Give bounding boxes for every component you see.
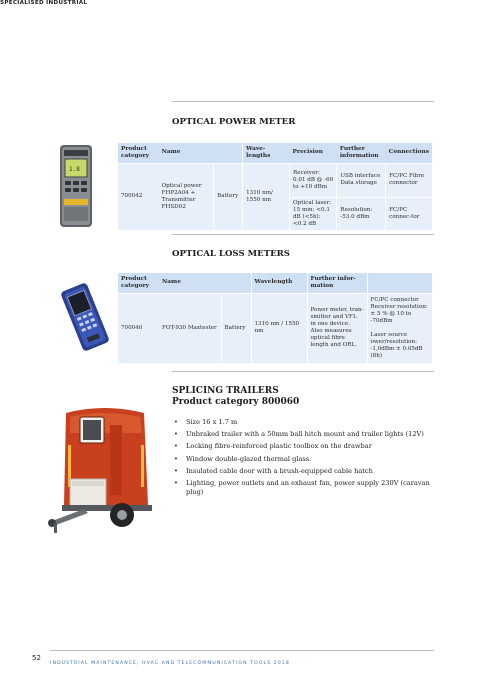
list-item: • Size 16 x 1.7 m (174, 418, 238, 426)
precision-cell: Optical laser: 15 min: <0.1 dB (<5h): <0.2 dB (290, 197, 337, 230)
wavelength-cell: 1310 nm / 1550 nm (251, 293, 307, 363)
divider (172, 234, 434, 235)
header-category: SPECIALISED INDUSTRIAL (0, 0, 88, 6)
footer-divider (50, 650, 434, 651)
svg-text:1.8: 1.8 (69, 166, 80, 173)
list-item: • Unbraked trailer with a 50mm ball hitch mount and trailer lights (12V) (174, 430, 424, 439)
product-name-cell: Optical power FHP2A04 + Transmitter FHSD02 (159, 163, 214, 230)
connections-cell: FC/PC connec-tor (386, 197, 432, 230)
connections-cell: FC/PC Fibre connector (386, 163, 432, 197)
power-meter-title: OPTICAL POWER METER (172, 117, 296, 127)
further-info-cell: Power meter, tran-smitter and VFL in one device. Also measures optical fibre length and ORL. (307, 293, 367, 363)
col-header-name: Name (159, 273, 251, 293)
loss-meter-table (118, 273, 432, 363)
product-name-cell: FOT-930 Maxtester (159, 293, 221, 363)
further-info-cell: USB interface Data storage (337, 163, 386, 197)
col-header-product-category: Product category (118, 273, 159, 293)
list-item: • Window double-glazed thermal glass. (174, 454, 312, 463)
power-cell: Battery (221, 293, 251, 363)
col-header-connections: Connections (386, 143, 432, 163)
trailer-title: SPLICING TRAILERS (172, 386, 279, 396)
trailer-subtitle: Product category 800060 (172, 397, 300, 407)
loss-meter-image (56, 282, 114, 352)
further-info-cell: Resolution: -53.0 dBm (337, 197, 386, 230)
page-number: 52 (32, 654, 41, 662)
connections-cell: FC/PC connector Receiver resolution: ± 5 % @ 10 to -70dBm Laser source ower/resolution: -1,0dBm ± 0.05dB (8h) (367, 293, 432, 363)
divider (172, 101, 434, 102)
col-header-wavelengths: Wave-lengths (243, 143, 290, 163)
trailer-image (44, 405, 162, 537)
col-header-product-category: Product category (118, 143, 159, 163)
power-cell: Battery (214, 163, 243, 230)
divider (172, 371, 434, 372)
col-header-further-information: Further information (337, 143, 386, 163)
product-category-cell: 700042 (118, 163, 159, 230)
list-item: • Lighting, power outlets and an exhaust fan, power supply 230V (caravan plug) (174, 478, 430, 496)
power-meter-table (118, 143, 432, 230)
list-item: • Locking fibre-reinforced plastic toolbox on the drawbar (174, 442, 372, 451)
precision-cell: Receiver: 0.01 dB @ -60 to +10 dBm (290, 163, 337, 197)
wavelengths-cell: 1310 nm/ 1550 nm (243, 163, 290, 230)
col-header-name: Name (159, 143, 243, 163)
loss-meter-title: OPTICAL LOSS METERS (172, 249, 291, 259)
trailer-features-list (172, 418, 432, 500)
power-meter-image (58, 143, 94, 229)
col-header-precision: Precision (290, 143, 337, 163)
col-header-wavelength: Wavelength (251, 273, 307, 293)
col-header-further-information: Further infor-mation (307, 273, 367, 293)
list-item: • Insulated cable door with a brush-equipped cable hatch (174, 466, 373, 475)
product-category-cell: 700040 (118, 293, 159, 363)
footer-text: INDUSTRIAL MAINTENANCE, HVAC AND TELECOMMUNICATION TOOLS 2018 (50, 661, 290, 666)
